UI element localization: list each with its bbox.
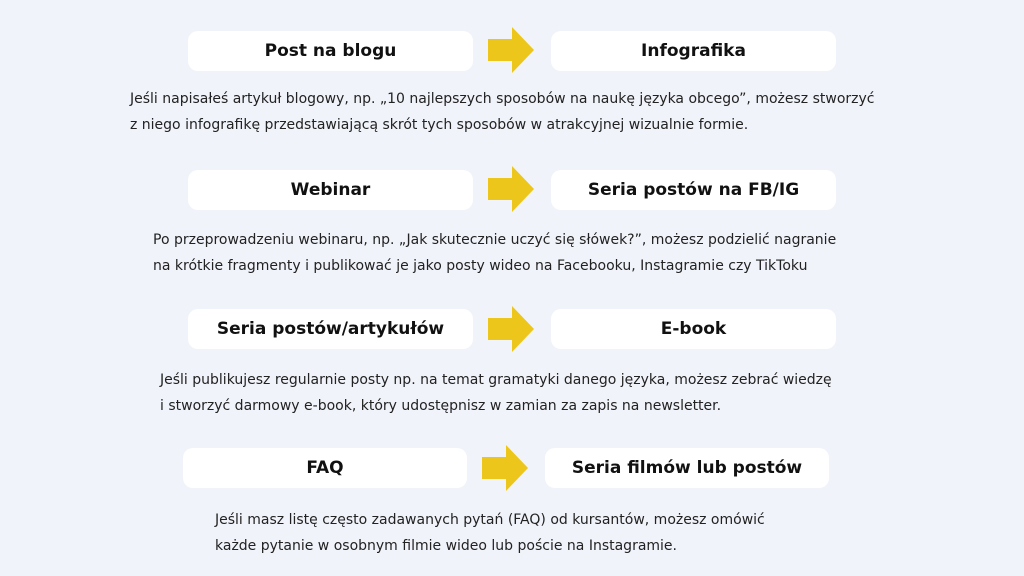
- target-box-seria-filmow: Seria filmów lub postów: [545, 448, 829, 488]
- source-box-seria-postow-artykulow: Seria postów/artykułów: [188, 309, 473, 349]
- description-line: każde pytanie w osobnym filmie wideo lub poście na Instagramie.: [215, 538, 677, 554]
- arrow-right-icon: [480, 443, 530, 493]
- description-faq: [215, 507, 765, 559]
- arrow-right-icon: [486, 164, 536, 214]
- description-post-na-blogu: [130, 86, 874, 138]
- target-box-infografika: Infografika: [551, 31, 836, 71]
- description-webinar: [153, 227, 836, 279]
- arrow-right-icon: [486, 304, 536, 354]
- arrow-right-icon: [486, 25, 536, 75]
- description-line: Jeśli publikujesz regularnie posty np. na temat gramatyki danego języka, możesz zebrać wiedzę: [160, 372, 832, 388]
- description-line: Po przeprowadzeniu webinaru, np. „Jak skutecznie uczyć się słówek?”, możesz podzielić nagranie: [153, 232, 837, 248]
- description-line: Jeśli napisałeś artykuł blogowy, np. „10 najlepszych sposobów na naukę języka obcego”, możesz stworzyć: [130, 91, 875, 107]
- description-seria-postow: [160, 367, 832, 419]
- description-line: Jeśli masz listę często zadawanych pytań (FAQ) od kursantów, możesz omówić: [215, 512, 765, 528]
- target-box-e-book: E-book: [551, 309, 836, 349]
- source-box-faq: FAQ: [183, 448, 467, 488]
- source-box-post-na-blogu: Post na blogu: [188, 31, 473, 71]
- description-line: na krótkie fragmenty i publikować je jako posty wideo na Facebooku, Instagramie czy TikToku: [153, 258, 808, 274]
- description-line: i stworzyć darmowy e-book, który udostępnisz w zamian za zapis na newsletter.: [160, 398, 722, 414]
- description-line: z niego infografikę przedstawiającą skrót tych sposobów w atrakcyjnej wizualnie formie.: [130, 117, 749, 133]
- source-box-webinar: Webinar: [188, 170, 473, 210]
- target-box-seria-postow-fb-ig: Seria postów na FB/IG: [551, 170, 836, 210]
